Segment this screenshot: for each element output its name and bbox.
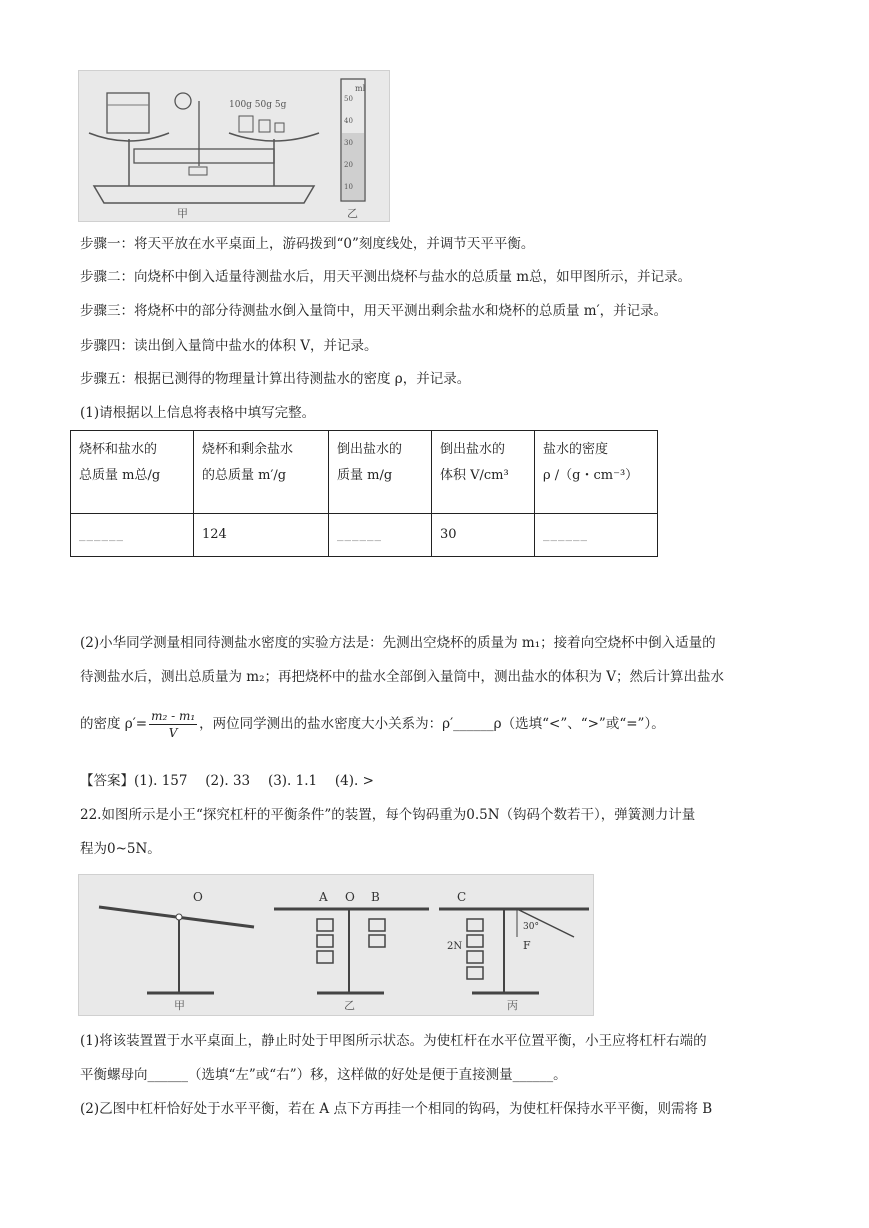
table-header-cell: 烧杯和盐水的 总质量 m总/g <box>71 431 194 514</box>
question-22-1-line-2: 平衡螺母向______（选填“左”或“右”）移，这样做的好处是便于直接测量______。 <box>80 1067 567 1083</box>
density-formula-pre: 的密度 ρ′= <box>80 716 148 732</box>
density-fraction: $\frac{\text{m₂ - m₁}}{V}$ <box>151 709 196 740</box>
question-22-2-line-1: (2)乙图中杠杆恰好处于水平平衡，若在 A 点下方再挂一个相同的钩码，为使杠杆保持水平平衡，则需将 B <box>80 1101 713 1117</box>
figure-label-yi: 乙 <box>344 999 355 1012</box>
table-cell: 124 <box>194 514 329 557</box>
table-cell-blank[interactable]: ______ <box>535 514 658 557</box>
lever-figure <box>78 874 594 1016</box>
data-table <box>70 430 658 557</box>
question-22-1-line-1: (1)将该装置置于水平桌面上，静止时处于甲图所示状态。为使杠杆在水平位置平衡，小王应将杠杆右端的 <box>80 1033 707 1049</box>
lever-angle: 30° <box>523 922 539 932</box>
table-cell-blank[interactable]: ______ <box>329 514 432 557</box>
figure-label-yi: 乙 <box>347 207 358 220</box>
table-header-cell: 烧杯和剩余盐水 的总质量 m′/g <box>194 431 329 514</box>
weights-label: 100g 50g 5g <box>229 100 287 110</box>
figure-label-jia: 甲 <box>177 207 188 220</box>
cylinder-tick: 20 <box>344 161 353 169</box>
lever-point-a: A <box>319 890 328 904</box>
figure-label-bing: 丙 <box>507 999 518 1012</box>
balance-cylinder-figure <box>78 70 390 222</box>
table-header-cell: 倒出盐水的 体积 V/cm³ <box>432 431 535 514</box>
question-2-line-2: 待测盐水后，测出总质量为 m₂；再把烧杯中的盐水全部倒入量筒中，测出盐水的体积为 V；然后计算出盐水 <box>80 669 725 685</box>
step-1: 步骤一：将天平放在水平桌面上，游码拨到“0”刻度线处，并调节天平平衡。 <box>80 236 535 252</box>
question-22-line-2: 程为0~5N。 <box>80 841 161 857</box>
lever-point-o: O <box>345 890 355 904</box>
step-2: 步骤二：向烧杯中倒入适量待测盐水后，用天平测出烧杯与盐水的总质量 m总，如甲图所示，并记录。 <box>80 269 692 285</box>
lever-weight-2n: 2N <box>447 941 463 952</box>
question-2-line-1: (2)小华同学测量相同待测盐水密度的实验方法是：先测出空烧杯的质量为 m₁；接着向空烧杯中倒入适量的 <box>80 635 716 651</box>
table-header-cell: 盐水的密度 ρ /（g・cm⁻³） <box>535 431 658 514</box>
lever-point-b: B <box>371 890 380 904</box>
cylinder-tick: 10 <box>344 183 353 191</box>
figure-label-jia: 甲 <box>174 999 185 1012</box>
density-formula-post: ，两位同学测出的盐水密度大小关系为：ρ′______ρ（选填“<”、“>”或“=”）。 <box>199 716 665 732</box>
answer: 【答案】(1). 157 (2). 33 (3). 1.1 (4). > <box>80 773 374 789</box>
lever-point-o: O <box>193 890 203 904</box>
step-4: 步骤四：读出倒入量筒中盐水的体积 V，并记录。 <box>80 338 378 354</box>
table-cell: 30 <box>432 514 535 557</box>
lever-force-f: F <box>523 939 531 952</box>
cylinder-tick: 30 <box>344 139 353 147</box>
question-2-line-3 <box>80 706 665 742</box>
cylinder-tick: 50 <box>344 95 353 103</box>
cylinder-unit: ml <box>355 84 366 93</box>
question-22-line-1: 22.如图所示是小王“探究杠杆的平衡条件”的装置，每个钩码重为0.5N（钩码个数若干），弹簧测力计量 <box>80 807 696 823</box>
question-1: (1)请根据以上信息将表格中填写完整。 <box>80 405 316 421</box>
table-cell-blank[interactable]: ______ <box>71 514 194 557</box>
cylinder-tick: 40 <box>344 117 353 125</box>
table-header-cell: 倒出盐水的 质量 m/g <box>329 431 432 514</box>
lever-point-c: C <box>457 890 467 904</box>
step-5: 步骤五：根据已测得的物理量计算出待测盐水的密度 ρ，并记录。 <box>80 371 471 387</box>
step-3: 步骤三：将烧杯中的部分待测盐水倒入量筒中，用天平测出剩余盐水和烧杯的总质量 m′，并记录。 <box>80 303 668 319</box>
